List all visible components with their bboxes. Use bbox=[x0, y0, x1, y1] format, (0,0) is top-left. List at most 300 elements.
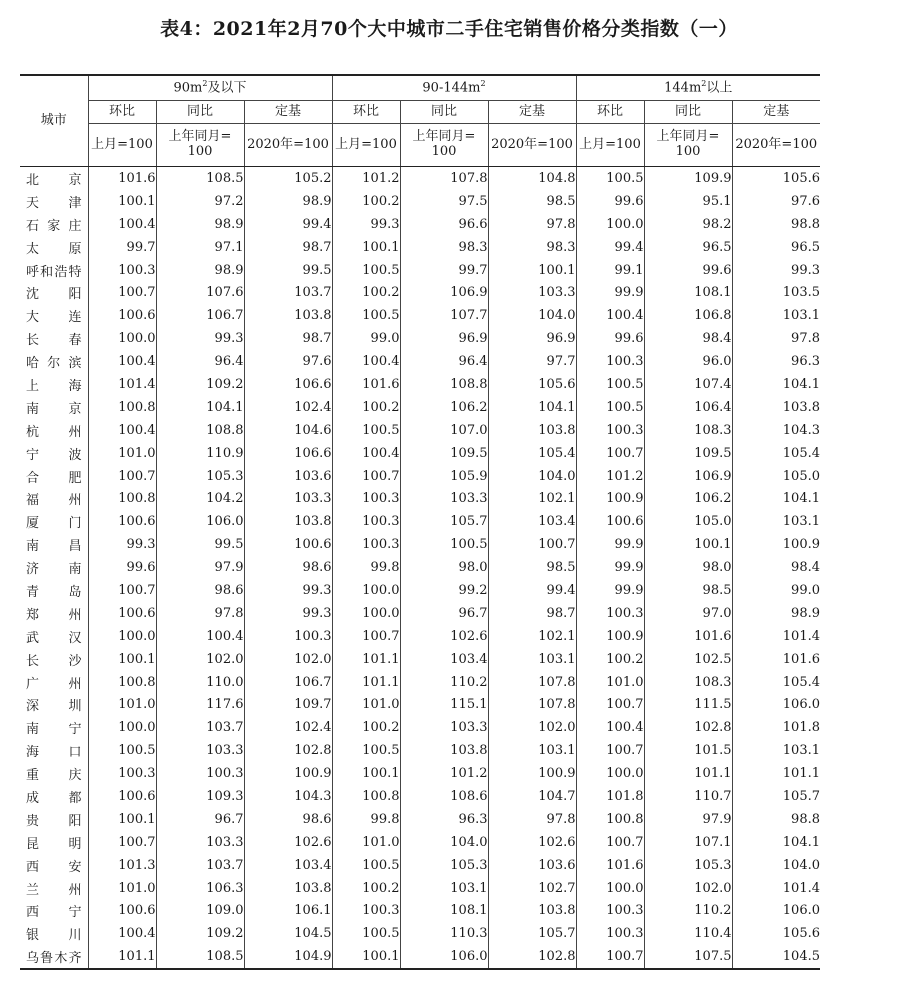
index-value: 102.0 bbox=[644, 877, 732, 900]
index-value: 105.0 bbox=[644, 510, 732, 533]
index-value: 101.4 bbox=[782, 880, 820, 896]
table-row bbox=[20, 900, 820, 923]
index-value: 96.6 bbox=[400, 213, 488, 236]
city-name: 银川 bbox=[20, 922, 88, 945]
index-value: 104.1 bbox=[156, 396, 244, 419]
index-value: 100.2 bbox=[332, 716, 400, 739]
index-value: 99.0 bbox=[791, 582, 820, 598]
index-value: 100.1 bbox=[88, 190, 156, 213]
index-value: 96.3 bbox=[400, 808, 488, 831]
table-row bbox=[20, 945, 820, 969]
base-label: 2020年=100 bbox=[491, 136, 573, 152]
index-value: 100.2 bbox=[332, 877, 400, 900]
index-value: 105.0 bbox=[782, 468, 820, 484]
index-value: 102.5 bbox=[644, 648, 732, 671]
index-value: 100.7 bbox=[88, 579, 156, 602]
city-name: 南京 bbox=[20, 396, 88, 419]
index-value: 106.1 bbox=[244, 900, 332, 923]
index-value: 103.8 bbox=[244, 304, 332, 327]
index-value: 105.7 bbox=[782, 788, 820, 804]
index-value: 101.5 bbox=[644, 739, 732, 762]
index-value: 96.3 bbox=[791, 354, 820, 370]
table-row bbox=[20, 350, 820, 373]
index-value: 96.0 bbox=[644, 350, 732, 373]
index-value: 107.1 bbox=[644, 831, 732, 854]
index-value: 96.9 bbox=[400, 327, 488, 350]
table-row bbox=[20, 922, 820, 945]
index-value: 107.6 bbox=[156, 281, 244, 304]
base-header-yoy bbox=[644, 124, 732, 167]
index-value: 100.6 bbox=[244, 533, 332, 556]
table-row bbox=[20, 281, 820, 304]
table-row bbox=[20, 533, 820, 556]
city-name: 济南 bbox=[20, 556, 88, 579]
index-value: 111.5 bbox=[644, 693, 732, 716]
index-value: 106.3 bbox=[156, 877, 244, 900]
index-value: 117.6 bbox=[156, 693, 244, 716]
base-header-yoy bbox=[400, 124, 488, 167]
index-value: 97.9 bbox=[644, 808, 732, 831]
index-value: 100.1 bbox=[88, 648, 156, 671]
index-value: 102.8 bbox=[244, 739, 332, 762]
index-value: 101.4 bbox=[782, 628, 820, 644]
index-value: 101.2 bbox=[400, 762, 488, 785]
city-name: 南宁 bbox=[20, 716, 88, 739]
index-value: 100.7 bbox=[332, 465, 400, 488]
index-value: 100.8 bbox=[88, 671, 156, 694]
index-value: 100.3 bbox=[244, 625, 332, 648]
index-value: 100.6 bbox=[88, 900, 156, 923]
city-column-header: 城市 bbox=[20, 75, 88, 167]
base-header-base bbox=[488, 124, 576, 167]
index-value: 99.9 bbox=[576, 579, 644, 602]
index-value: 106.6 bbox=[244, 373, 332, 396]
index-value: 100.1 bbox=[332, 236, 400, 259]
index-value: 99.6 bbox=[88, 556, 156, 579]
index-value: 108.3 bbox=[644, 419, 732, 442]
index-value: 108.5 bbox=[156, 167, 244, 190]
index-value: 109.3 bbox=[156, 785, 244, 808]
index-value: 105.3 bbox=[156, 465, 244, 488]
index-value: 103.4 bbox=[244, 854, 332, 877]
index-value: 98.9 bbox=[156, 259, 244, 282]
index-value: 97.5 bbox=[400, 190, 488, 213]
index-value: 100.7 bbox=[488, 533, 576, 556]
table-row bbox=[20, 190, 820, 213]
index-value: 102.1 bbox=[488, 487, 576, 510]
index-value: 99.4 bbox=[576, 236, 644, 259]
index-value: 109.7 bbox=[244, 693, 332, 716]
base-header-yoy bbox=[156, 124, 244, 167]
index-value: 100.4 bbox=[88, 922, 156, 945]
index-value: 106.7 bbox=[244, 671, 332, 694]
index-value: 103.3 bbox=[156, 831, 244, 854]
index-value: 99.3 bbox=[244, 579, 332, 602]
index-value: 100.4 bbox=[88, 419, 156, 442]
table-row bbox=[20, 487, 820, 510]
index-value: 99.6 bbox=[576, 327, 644, 350]
index-value: 99.3 bbox=[791, 262, 820, 278]
index-value: 107.8 bbox=[488, 671, 576, 694]
index-value: 103.8 bbox=[782, 399, 820, 415]
base-label: 上年同月=100 bbox=[656, 129, 720, 159]
index-value: 108.1 bbox=[400, 900, 488, 923]
index-value: 108.3 bbox=[644, 671, 732, 694]
index-value: 102.6 bbox=[488, 831, 576, 854]
index-value: 100.5 bbox=[332, 739, 400, 762]
index-value: 101.1 bbox=[332, 648, 400, 671]
index-value: 96.7 bbox=[400, 602, 488, 625]
index-value: 104.8 bbox=[488, 167, 576, 190]
table-row bbox=[20, 625, 820, 648]
index-value: 100.4 bbox=[156, 625, 244, 648]
index-value: 102.0 bbox=[488, 716, 576, 739]
table-body bbox=[20, 167, 820, 970]
index-value: 100.5 bbox=[88, 739, 156, 762]
index-value: 105.6 bbox=[782, 926, 820, 942]
sub-header-base: 定基 bbox=[732, 101, 820, 124]
index-value: 100.3 bbox=[156, 762, 244, 785]
index-value: 108.5 bbox=[156, 945, 244, 969]
index-value: 103.7 bbox=[244, 281, 332, 304]
base-header-mom bbox=[88, 124, 156, 167]
index-value: 95.1 bbox=[644, 190, 732, 213]
index-value: 100.8 bbox=[88, 487, 156, 510]
index-value: 107.7 bbox=[400, 304, 488, 327]
index-value: 99.7 bbox=[88, 236, 156, 259]
sub-header-mom: 环比 bbox=[88, 101, 156, 124]
table-row bbox=[20, 693, 820, 716]
index-value: 99.7 bbox=[400, 259, 488, 282]
index-value: 100.6 bbox=[88, 602, 156, 625]
index-value: 99.9 bbox=[576, 281, 644, 304]
index-value: 110.9 bbox=[156, 442, 244, 465]
base-label: 2020年=100 bbox=[247, 136, 329, 152]
index-value: 100.4 bbox=[332, 442, 400, 465]
index-value: 103.1 bbox=[488, 648, 576, 671]
index-value: 100.3 bbox=[576, 602, 644, 625]
index-value: 110.0 bbox=[156, 671, 244, 694]
index-value: 100.5 bbox=[332, 259, 400, 282]
city-name: 呼和浩特 bbox=[20, 259, 88, 282]
table-row bbox=[20, 648, 820, 671]
index-value: 100.6 bbox=[576, 510, 644, 533]
table-row bbox=[20, 762, 820, 785]
index-value: 97.8 bbox=[156, 602, 244, 625]
city-name: 西安 bbox=[20, 854, 88, 877]
city-name: 海口 bbox=[20, 739, 88, 762]
index-value: 100.5 bbox=[576, 373, 644, 396]
index-value: 102.8 bbox=[488, 945, 576, 969]
index-value: 106.8 bbox=[644, 304, 732, 327]
city-name: 西宁 bbox=[20, 900, 88, 923]
index-value: 110.3 bbox=[400, 922, 488, 945]
index-value: 109.0 bbox=[156, 900, 244, 923]
index-value: 99.6 bbox=[644, 259, 732, 282]
city-name: 沈阳 bbox=[20, 281, 88, 304]
index-value: 105.3 bbox=[400, 854, 488, 877]
index-value: 100.3 bbox=[332, 510, 400, 533]
index-value: 98.8 bbox=[791, 216, 820, 232]
index-value: 98.6 bbox=[244, 556, 332, 579]
index-value: 103.7 bbox=[156, 716, 244, 739]
index-value: 103.1 bbox=[782, 514, 820, 530]
index-value: 99.4 bbox=[488, 579, 576, 602]
index-value: 107.8 bbox=[488, 693, 576, 716]
index-value: 101.0 bbox=[88, 877, 156, 900]
city-name: 宁波 bbox=[20, 442, 88, 465]
sub-header-base: 定基 bbox=[244, 101, 332, 124]
index-value: 100.3 bbox=[88, 259, 156, 282]
index-value: 108.8 bbox=[156, 419, 244, 442]
index-value: 108.6 bbox=[400, 785, 488, 808]
index-value: 100.3 bbox=[332, 487, 400, 510]
table-row bbox=[20, 236, 820, 259]
index-value: 99.5 bbox=[244, 259, 332, 282]
index-value: 100.8 bbox=[332, 785, 400, 808]
index-value: 100.0 bbox=[576, 877, 644, 900]
index-value: 100.2 bbox=[332, 396, 400, 419]
index-value: 106.9 bbox=[400, 281, 488, 304]
index-value: 100.5 bbox=[332, 304, 400, 327]
table-row bbox=[20, 327, 820, 350]
sub-header-yoy: 同比 bbox=[400, 101, 488, 124]
index-value: 103.3 bbox=[244, 487, 332, 510]
index-value: 100.5 bbox=[576, 396, 644, 419]
index-value: 100.0 bbox=[576, 762, 644, 785]
index-value: 101.0 bbox=[332, 693, 400, 716]
index-value: 100.9 bbox=[488, 762, 576, 785]
table-row bbox=[20, 167, 820, 190]
index-value: 97.2 bbox=[156, 190, 244, 213]
index-value: 104.0 bbox=[488, 465, 576, 488]
index-value: 103.8 bbox=[400, 739, 488, 762]
index-value: 101.2 bbox=[576, 465, 644, 488]
index-value: 106.2 bbox=[400, 396, 488, 419]
city-name: 厦门 bbox=[20, 510, 88, 533]
index-value: 100.3 bbox=[576, 419, 644, 442]
index-value: 109.2 bbox=[156, 373, 244, 396]
index-value: 102.6 bbox=[400, 625, 488, 648]
index-value: 105.4 bbox=[488, 442, 576, 465]
table-row bbox=[20, 304, 820, 327]
base-label: 上月=100 bbox=[335, 136, 397, 152]
index-value: 100.3 bbox=[332, 533, 400, 556]
page-title: 表4：2021年2月70个大中城市二手住宅销售价格分类指数（一） bbox=[160, 18, 738, 40]
city-name: 石家庄 bbox=[20, 213, 88, 236]
index-value: 103.3 bbox=[488, 281, 576, 304]
index-value: 102.0 bbox=[244, 648, 332, 671]
index-value: 98.6 bbox=[156, 579, 244, 602]
index-value: 100.3 bbox=[88, 762, 156, 785]
base-header-base bbox=[244, 124, 332, 167]
index-value: 105.9 bbox=[400, 465, 488, 488]
index-value: 100.7 bbox=[576, 693, 644, 716]
index-value: 100.0 bbox=[332, 579, 400, 602]
index-value: 104.2 bbox=[156, 487, 244, 510]
index-value: 98.3 bbox=[488, 236, 576, 259]
index-value: 107.8 bbox=[400, 167, 488, 190]
table-row bbox=[20, 785, 820, 808]
index-value: 109.9 bbox=[644, 167, 732, 190]
index-value: 102.1 bbox=[488, 625, 576, 648]
index-value: 109.5 bbox=[644, 442, 732, 465]
index-value: 103.8 bbox=[488, 419, 576, 442]
index-value: 100.5 bbox=[332, 922, 400, 945]
index-value: 100.0 bbox=[576, 213, 644, 236]
index-value: 98.0 bbox=[644, 556, 732, 579]
index-value: 100.9 bbox=[576, 487, 644, 510]
city-name: 长沙 bbox=[20, 648, 88, 671]
index-value: 100.3 bbox=[332, 900, 400, 923]
index-value: 100.4 bbox=[332, 350, 400, 373]
index-value: 99.5 bbox=[156, 533, 244, 556]
index-value: 97.8 bbox=[488, 213, 576, 236]
index-value: 101.0 bbox=[576, 671, 644, 694]
index-value: 98.3 bbox=[400, 236, 488, 259]
index-value: 100.9 bbox=[576, 625, 644, 648]
index-value: 100.0 bbox=[88, 327, 156, 350]
index-value: 108.1 bbox=[644, 281, 732, 304]
group-header-large: $144m^2$以上 bbox=[576, 75, 820, 101]
city-name: 广州 bbox=[20, 671, 88, 694]
table-row bbox=[20, 831, 820, 854]
base-label: 2020年=100 bbox=[735, 136, 818, 152]
index-value: 103.4 bbox=[488, 510, 576, 533]
index-value: 103.4 bbox=[400, 648, 488, 671]
index-value: 105.4 bbox=[782, 445, 820, 461]
city-name: 成都 bbox=[20, 785, 88, 808]
index-value: 103.6 bbox=[488, 854, 576, 877]
table-row bbox=[20, 739, 820, 762]
index-value: 100.7 bbox=[332, 625, 400, 648]
table-row bbox=[20, 808, 820, 831]
table-row bbox=[20, 442, 820, 465]
index-value: 104.0 bbox=[400, 831, 488, 854]
index-value: 103.8 bbox=[488, 900, 576, 923]
index-value: 100.0 bbox=[88, 625, 156, 648]
city-name: 贵阳 bbox=[20, 808, 88, 831]
table-row bbox=[20, 213, 820, 236]
index-value: 100.4 bbox=[88, 350, 156, 373]
index-value: 101.1 bbox=[782, 766, 820, 782]
index-value: 102.4 bbox=[244, 396, 332, 419]
index-value: 100.2 bbox=[332, 281, 400, 304]
index-value: 99.2 bbox=[400, 579, 488, 602]
index-value: 96.7 bbox=[156, 808, 244, 831]
index-value: 105.6 bbox=[782, 170, 820, 186]
index-value: 106.0 bbox=[156, 510, 244, 533]
index-value: 101.3 bbox=[88, 854, 156, 877]
city-name: 青岛 bbox=[20, 579, 88, 602]
index-value: 99.3 bbox=[156, 327, 244, 350]
index-value: 104.1 bbox=[782, 376, 820, 392]
index-value: 103.1 bbox=[400, 877, 488, 900]
index-value: 102.6 bbox=[244, 831, 332, 854]
index-value: 99.8 bbox=[332, 808, 400, 831]
base-label: 上月=100 bbox=[579, 136, 641, 152]
index-value: 104.0 bbox=[488, 304, 576, 327]
index-value: 106.4 bbox=[644, 396, 732, 419]
city-name: 武汉 bbox=[20, 625, 88, 648]
index-value: 110.2 bbox=[400, 671, 488, 694]
index-value: 103.8 bbox=[244, 510, 332, 533]
index-value: 105.7 bbox=[400, 510, 488, 533]
sub-header-yoy: 同比 bbox=[644, 101, 732, 124]
index-value: 104.3 bbox=[244, 785, 332, 808]
city-name: 兰州 bbox=[20, 877, 88, 900]
index-value: 98.9 bbox=[791, 605, 820, 621]
table-row bbox=[20, 602, 820, 625]
index-value: 100.2 bbox=[332, 190, 400, 213]
sub-header-base: 定基 bbox=[488, 101, 576, 124]
index-value: 105.2 bbox=[244, 167, 332, 190]
table-row bbox=[20, 373, 820, 396]
index-value: 105.7 bbox=[488, 922, 576, 945]
index-value: 101.1 bbox=[88, 945, 156, 969]
index-value: 99.3 bbox=[244, 602, 332, 625]
index-value: 99.4 bbox=[244, 213, 332, 236]
index-value: 100.3 bbox=[576, 900, 644, 923]
index-value: 98.2 bbox=[644, 213, 732, 236]
index-value: 100.4 bbox=[576, 716, 644, 739]
city-name: 北京 bbox=[20, 167, 88, 190]
index-value: 103.3 bbox=[156, 739, 244, 762]
index-value: 104.7 bbox=[488, 785, 576, 808]
index-value: 100.8 bbox=[88, 396, 156, 419]
index-value: 100.3 bbox=[576, 350, 644, 373]
index-value: 106.7 bbox=[156, 304, 244, 327]
index-value: 106.0 bbox=[782, 697, 820, 713]
index-value: 101.0 bbox=[332, 831, 400, 854]
city-name: 天津 bbox=[20, 190, 88, 213]
sub-header-mom: 环比 bbox=[332, 101, 400, 124]
index-value: 104.6 bbox=[244, 419, 332, 442]
index-value: 106.6 bbox=[244, 442, 332, 465]
table-row bbox=[20, 716, 820, 739]
index-value: 100.7 bbox=[576, 945, 644, 969]
index-value: 98.6 bbox=[244, 808, 332, 831]
index-value: 100.7 bbox=[88, 465, 156, 488]
index-value: 101.2 bbox=[332, 167, 400, 190]
index-value: 98.5 bbox=[488, 190, 576, 213]
index-value: 101.1 bbox=[332, 671, 400, 694]
index-value: 101.6 bbox=[332, 373, 400, 396]
index-value: 103.5 bbox=[782, 285, 820, 301]
index-value: 96.5 bbox=[791, 239, 820, 255]
index-value: 101.8 bbox=[782, 720, 820, 736]
index-value: 100.6 bbox=[88, 304, 156, 327]
index-value: 100.6 bbox=[88, 510, 156, 533]
table-row bbox=[20, 419, 820, 442]
index-value: 101.6 bbox=[576, 854, 644, 877]
index-value: 106.0 bbox=[782, 903, 820, 919]
city-name: 郑州 bbox=[20, 602, 88, 625]
index-value: 101.6 bbox=[782, 651, 820, 667]
index-value: 101.8 bbox=[576, 785, 644, 808]
index-value: 96.4 bbox=[156, 350, 244, 373]
index-value: 100.4 bbox=[88, 213, 156, 236]
group-header-small: $90m^2$及以下 bbox=[88, 75, 332, 101]
index-value: 105.4 bbox=[782, 674, 820, 690]
city-name: 哈尔滨 bbox=[20, 350, 88, 373]
index-value: 98.5 bbox=[488, 556, 576, 579]
index-value: 97.1 bbox=[156, 236, 244, 259]
table-row bbox=[20, 259, 820, 282]
city-name: 大连 bbox=[20, 304, 88, 327]
index-value: 100.7 bbox=[88, 831, 156, 854]
index-value: 108.8 bbox=[400, 373, 488, 396]
